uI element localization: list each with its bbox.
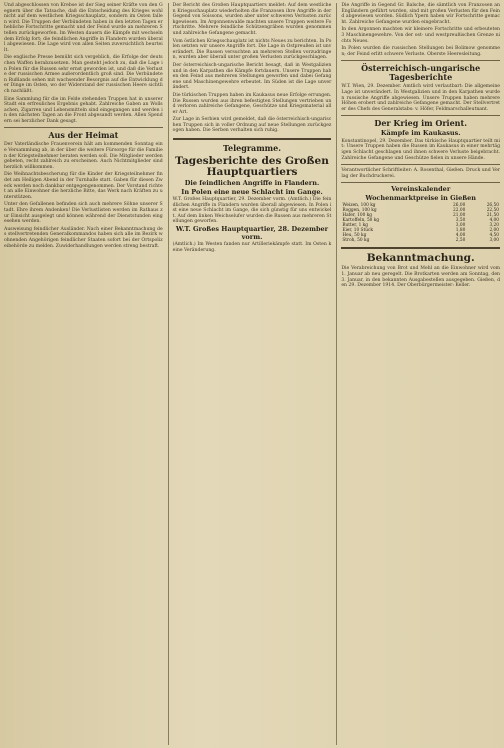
- article-paragraph: Die Weihnachtsbescherung für die Kinder der Kriegsteilnehmer findet am Heiligen Abend in der Turnhalle statt. Gaben für diesen Zweck werden noch dankbar entgegengenommen. Der Vorstand richtet an alle Einwohner die herzliche Bitte, das Werk nach Kräften zu unterstützen.: [4, 172, 163, 200]
- divider: [341, 60, 500, 61]
- article-paragraph: Die englische Presse bemüht sich vergeblich, die Erfolge der deutschen Waffen herabzusetzen. Man gesteht jedoch zu, daß die Lage in Polen für die Russen sehr ernst geworden ist, und daß die Verluste der russischen Armee außerordentlich groß sind. Die Verbündeten Rußlands sehen mit wachsender Besorgnis auf die Entwicklung der Dinge im Osten, wo der Widerstand der russischen Heere sichtlich nachläßt.: [4, 55, 163, 94]
- column-right: [336, 3, 500, 745]
- table-cell: Hafer, 100 kg: [342, 213, 373, 219]
- divider: [341, 164, 500, 165]
- announcement-text: Die Verabreichung von Brot und Mehl an die Einwohner wird vom 1. Januar ab neu geregelt. Die Brotkarten werden am Sonntag, den 3. Januar, in den bekannten Ausgabestellen ausgegeben. Gießen, den 29. Dezember 1914. Der Oberbürgermeister: Keller.: [341, 266, 502, 289]
- table-cell: 22,50: [486, 208, 500, 214]
- publisher-notice: Verantwortlicher Schriftleiter: A. Rosenthal, Gießen. Druck und Verlag der Buchdruckerei.: [341, 168, 501, 179]
- table-cell: Kartoffeln, 50 kg: [342, 218, 380, 224]
- section-heading: Österreichisch-ungarische Tagesberichte: [361, 63, 481, 83]
- table-cell: Butter, 1 kg: [342, 223, 369, 229]
- divider: [341, 115, 500, 116]
- divider: [341, 247, 500, 249]
- table-cell: Roggen, 100 kg: [342, 208, 377, 214]
- article-paragraph: W.T. Wien, 29. Dezember. Amtlich wird verlautbart: Die allgemeine Lage ist unverändert. In Westgalizien und in den Karpathen wurden russische Angriffe abgewiesen. Unsere Truppen haben mehrere Höhen erobert und zahlreiche Gefangene gemacht. Der Stellvertreter des Chefs des Generalstabs: v. Höfer, Feldmarschalleutnant.: [341, 84, 502, 112]
- article-paragraph: Ausweisung feindlicher Ausländer. Nach einer Bekanntmachung des stellvertretenden Generalkommandos haben sich alle im Bezirk wohnenden Angehörigen feindlicher Staaten sofort bei der Ortspolizeibehörde zu melden. Zuwiderhandlungen werden streng bestraft.: [4, 226, 163, 249]
- table-cell: 3,20: [489, 223, 500, 229]
- article-paragraph: Die türkischen Truppen haben im Kaukasus neue Erfolge errungen. Die Russen wurden aus ihren befestigten Stellungen vertrieben und verloren zahlreiche Gefangene, Geschütze und Kriegsmaterial aller Art.: [172, 92, 333, 115]
- divider: [341, 182, 500, 183]
- subheading: Die feindlichen Angriffe in Flandern.: [184, 179, 320, 188]
- subheading: In Polen eine neue Schlacht im Gange.: [181, 187, 323, 196]
- table-cell: 3,00: [489, 238, 500, 244]
- divider: [173, 138, 332, 140]
- announcement-heading: Bekanntmachung.: [366, 252, 475, 265]
- article-paragraph: Und abgeschlossen von Krebse ist der Sieg seiner Kräfte von den Gegnern über die Tatsache, daß die Entscheidung des Krieges wohl nicht auf dem westlichen Kriegsschauplatz, sondern im Osten fallen wird. Die Truppen der Verbündeten haben in den letzten Tagen erhebliche Fortschritte gemacht und der Feind wurde an mehreren Stellen zurückgeworfen. Im Westen dauern die Kämpfe mit wechselndem Erfolg fort; die feindlichen Angriffe in Flandern wurden überall abgewiesen. Die Lage wird von allen Seiten zuversichtlich beurteilt.: [4, 3, 165, 53]
- market-prices-table: [341, 203, 500, 243]
- table-row: [341, 238, 500, 243]
- column-middle: [168, 3, 332, 745]
- table-cell: 4,50: [489, 233, 500, 239]
- table-cell: 1,80: [455, 228, 466, 234]
- article-paragraph: Der österreichisch-ungarische Bericht besagt, daß in Westgalizien und in den Karpathen die Kämpfe fortdauern. Unsere Truppen haben den Feind aus mehreren Stellungen geworfen und dabei Gefangene und Maschinengewehre erbeutet. Im Süden ist die Lage unverändert.: [172, 62, 333, 91]
- table-cell: Eier, 10 Stück: [342, 228, 373, 234]
- table-cell: 4,00: [455, 233, 466, 239]
- section-heading: Vereinskalender: [391, 185, 451, 194]
- divider: [4, 127, 163, 128]
- article-paragraph: Die Angriffe in Gegend Gr. Balsche, die sämtlich von Franzosen an Engländern geführt wurden, sind mit großen Verlusten für den Feind abgewiesen worden. Südlich Ypern haben wir Fortschritte gemacht. Zahlreiche Gefangene wurden eingebracht.: [341, 3, 502, 25]
- table-cell: 3,50: [455, 218, 466, 224]
- table-cell: 2,50: [455, 238, 466, 244]
- telegram-heading: Telegramme.: [222, 143, 282, 154]
- market-table-title: Wochenmarktpreise in Gießen: [365, 193, 477, 202]
- table-cell: 4,00: [489, 218, 500, 224]
- article-paragraph: Der Bericht des Großen Hauptquartiers meldet: Auf dem westlichen Kriegsschauplatz wiederholten die Franzosen ihre Angriffe in der Gegend von Soissons, wurden aber unter schweren Verlusten zurückgewiesen. Im Argonnenwalde machten unsere Truppen weitere Fortschritte. Mehrere feindliche Schützengräben wurden genommen und zahlreiche Gefangene gemacht.: [172, 3, 333, 36]
- table-cell: 22,00: [453, 208, 466, 214]
- section-heading: Der Krieg im Orient.: [374, 118, 467, 129]
- table-cell: Stroh, 50 kg: [342, 238, 370, 244]
- article-paragraph: Eine Sammlung für die im Felde stehenden Truppen hat in unserer Stadt ein erfreuliches Ergebnis gehabt. Zahlreiche Gaben an Wollsachen, Zigarren und Lebensmitteln sind eingegangen und werden in den nächsten Tagen an die Front abgesandt werden. Allen Spendern sei herzlicher Dank gesagt.: [4, 96, 165, 124]
- article-paragraph: Unter den Gefallenen befinden sich auch mehrere Söhne unserer Stadt. Ehre ihrem Andenken! Die Verlustlisten werden im Rathaus zur Einsicht ausgelegt und können während der Dienststunden eingesehen werden.: [4, 202, 163, 225]
- article-paragraph: W.T. Großes Hauptquartier, 29. Dezember vorm. (Amtlich.) Die feindlichen Angriffe in Flandern wurden überall abgewiesen. In Polen ist eine neue Schlacht im Gange, die sich günstig für uns entwickelt. Auf dem linken Weichselufer wurden die Russen aus mehreren Stellungen geworfen.: [172, 197, 332, 225]
- subheading: W.T. Großes Hauptquartier, 28. Dezember vorm.: [175, 225, 329, 241]
- table-cell: 3,00: [455, 223, 466, 229]
- table-cell: 21,50: [486, 213, 500, 219]
- subheading: Kämpfe im Kaukasus.: [380, 129, 461, 138]
- article-paragraph: In Polen wurden die russischen Stellungen bei Bolimow genommen; der Feind erlitt schwere Verluste. Oberste Heeresleitung.: [341, 46, 501, 57]
- daily-report-heading: Tagesberichte des Großen Hauptquartiers: [175, 155, 329, 179]
- article-paragraph: Konstantinopel, 29. Dezember. Das türkische Hauptquartier teilt mit: Unsere Truppen haben die Russen im Kaukasus in einer mehrtägigen Schlacht geschlagen und ihnen schwere Verluste beigebracht. Zahlreiche Gefangene und Geschütze fielen in unsere Hände.: [341, 138, 502, 161]
- article-paragraph: In den Argonnen machten wir kleinere Fortschritte und erbeuteten 3 Maschinengewehre. Von der ost- und westpreußischen Grenze nichts Neues.: [341, 27, 502, 44]
- table-cell: 2,00: [489, 228, 500, 234]
- article-paragraph: (Amtlich.) Im Westen fanden nur Artilleriekämpfe statt. Im Osten keine Veränderung.: [172, 242, 332, 253]
- table-cell: 26,00: [453, 203, 466, 209]
- article-paragraph: Der Vaterländische Frauenverein hält am kommenden Sonntag eine Versammlung ab, in der über die weitere Fürsorge für die Familien der Kriegsteilnehmer beraten werden soll. Die Mitglieder werden gebeten, recht zahlreich zu erscheinen. Auch Nichtmitglieder sind herzlich willkommen.: [4, 142, 165, 170]
- article-paragraph: Vom östlichen Kriegsschauplatz ist nichts Neues zu berichten. In Polen setzten wir unsere Angriffe fort. Die Lage in Ostpreußen ist unverändert. Die Russen versuchten an mehreren Stellen vorzudringen, wurden aber überall unter großen Verlusten zurückgeschlagen.: [172, 38, 332, 61]
- article-paragraph: Zur Lage in Serbien wird gemeldet, daß die österreichisch-ungarischen Truppen sich in voller Ordnung auf neue Stellungen zurückgezogen haben. Die Serben verhalten sich ruhig.: [172, 117, 332, 134]
- column-left: [4, 3, 163, 745]
- table-cell: 26,50: [486, 203, 500, 209]
- table-cell: Heu, 50 kg: [342, 233, 367, 239]
- table-cell: Weizen, 100 kg: [342, 203, 376, 209]
- table-cell: 21,00: [453, 213, 466, 219]
- section-heading: Aus der Heimat: [48, 130, 119, 141]
